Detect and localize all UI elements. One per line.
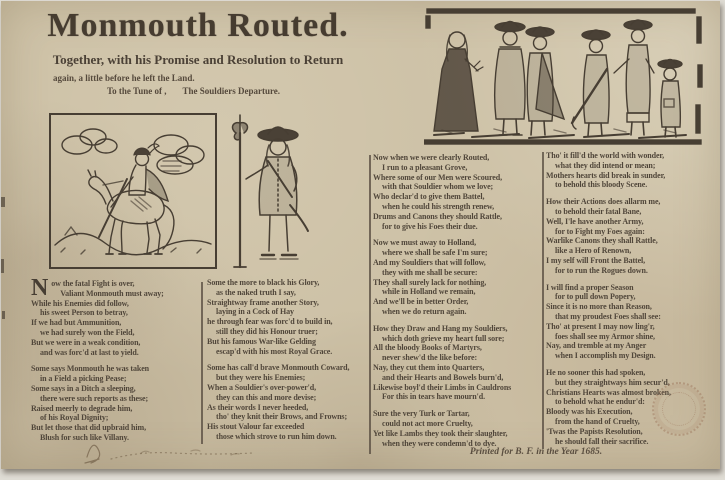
verse-line: Well, I'le have another Army, — [546, 216, 644, 226]
verse-stanza — [31, 275, 199, 357]
verse-stanza — [373, 409, 539, 448]
verse-line: when I accomplish my Design. — [555, 351, 656, 361]
verse-line: 'Twas the Papists Resolution, — [546, 426, 643, 436]
soldier-with-halberd-icon — [222, 109, 320, 277]
verse-line: And we'll be in better Order, — [373, 297, 469, 307]
column-divider-2 — [369, 155, 371, 454]
verse-line: and was forc'd at last to yield. — [40, 347, 139, 357]
verse-line: for to Fight my Foes again: — [555, 226, 645, 236]
verse-line: laying in a Cock of Hay — [216, 307, 294, 317]
verse-line: for to pull down Popery, — [555, 292, 636, 302]
verse-line: If we had but Ammunition, — [31, 318, 122, 328]
verse-line: Christians Hearts was almost broken, — [546, 387, 671, 397]
verse-line: they with me shall be secure: — [382, 267, 478, 277]
verse-line: foes shall see my Armor shine, — [555, 331, 655, 341]
edge-ink-speck — [2, 311, 5, 319]
verse-line: that my proudest Foes shall see: — [555, 311, 661, 321]
verse-line: His stout Valour far exceeded — [207, 422, 305, 432]
verse-stanza — [207, 278, 368, 356]
verse-line: Bloody was his Execution, — [546, 407, 633, 417]
verse-stanza — [546, 151, 716, 190]
verse-line: Some has call'd brave Monmouth Coward, — [207, 363, 350, 373]
verse-line: Now when we were clearly Routed, — [373, 153, 490, 162]
verse-line: but they straightways him secur'd, — [555, 377, 670, 387]
drop-cap-initial: N — [31, 275, 49, 301]
imprint-line: Printed for B. F. in the Year 1685. — [469, 447, 603, 457]
verse-stanza — [373, 324, 539, 402]
verse-line: Drums and Canons they should Rattle, — [373, 211, 502, 221]
horseman-icon — [51, 115, 215, 267]
verse-line: But his famous War-like Gelding — [207, 336, 316, 346]
verse-stanza — [373, 238, 539, 316]
verse-line: Valiant Monmouth must away; — [60, 288, 164, 298]
verse-column-3 — [373, 153, 539, 455]
verse-line: I my self will Front the Battel, — [546, 255, 646, 265]
verse-line: to behold this bloody Scene. — [555, 180, 648, 190]
verse-column-2 — [207, 278, 368, 449]
column-divider-3 — [542, 152, 544, 449]
horseman-woodcut — [49, 113, 217, 269]
verse-line: and their Hearts and Bowels burn'd, — [382, 372, 504, 382]
verse-line: those which strove to run him down. — [216, 431, 337, 441]
verse-line: But we were in a weak condition, — [31, 337, 141, 347]
soldier-woodcut — [222, 109, 320, 277]
verse-stanza — [373, 153, 539, 231]
verse-line: to behold their fatal Bane, — [555, 206, 642, 216]
verse-line: Some says Monmouth he was taken — [31, 364, 150, 374]
verse-line: when they were condemn'd to dye. — [382, 438, 497, 448]
verse-line: When a Souldier's over-power'd, — [207, 382, 317, 392]
verse-line: Raised meerly to degrade him, — [31, 403, 133, 413]
verse-line: Nay, and tremble at my Anger — [546, 341, 647, 351]
verse-line: tho' they knit their Brows, and Frowns; — [216, 412, 348, 422]
edge-ink-speck — [1, 197, 5, 207]
verse-line: could not act more Cruelty, — [382, 418, 473, 428]
subtitle-line-2: again, a little before he left the Land. — [53, 73, 195, 83]
embossed-stamp — [652, 382, 706, 436]
verse-line: which doth grieve my heart full sore; — [382, 333, 505, 343]
verse-line: How their Actions does allarm me, — [546, 197, 661, 207]
verse-line: but they were his Enemies; — [216, 373, 306, 383]
edge-ink-speck — [1, 259, 4, 273]
verse-line: Nay, they cut them into Quarters, — [373, 362, 485, 372]
verse-stanza — [546, 197, 716, 275]
subtitle-line-1: Together, with his Promise and Resolution to Return — [52, 52, 344, 67]
verse-line: How they Draw and Hang my Souldiers, — [373, 323, 508, 333]
verse-line: from the hand of Cruelty, — [555, 416, 640, 426]
verse-line: Since it is no more than Reason, — [546, 302, 652, 312]
verse-line: Tho' it fill'd the world with wonder, — [546, 151, 665, 160]
verse-line: They shall surely lack for nothing, — [373, 277, 487, 287]
verse-line: Who declar'd to give them Battel, — [373, 192, 485, 202]
verse-line: his sweet Person to betray, — [40, 308, 128, 318]
verse-line: He no sooner this had spoken, — [546, 367, 646, 377]
verse-line: when we do return again. — [382, 306, 467, 316]
verse-line: For this in tears have mourn'd. — [382, 392, 485, 402]
verse-line: we had surely won the Field, — [40, 327, 135, 337]
verse-line: I will find a proper Season — [546, 282, 634, 292]
broadside-paper — [1, 1, 720, 469]
handwritten-mark-icon — [71, 429, 271, 471]
verse-line: they can this and more devise; — [216, 392, 317, 402]
verse-line: still they did his Honour truer; — [216, 326, 318, 336]
page-title: Monmouth Routed. — [47, 7, 349, 44]
verse-line: he should fall their sacrifice. — [555, 436, 649, 446]
verse-line: Blush for such like Villany. — [40, 432, 129, 442]
verse-line: escap'd with his most Royal Grace. — [216, 346, 333, 356]
verse-line: But let those that did upbraid him, — [31, 423, 146, 433]
verse-line: Sure the very Turk or Tartar, — [373, 409, 470, 419]
verse-line: Yet like Lambs they took their slaughter, — [373, 428, 508, 438]
verse-line: Likewise boyl'd their Limbs in Cauldrons — [373, 382, 512, 392]
stamp-inner-ring — [662, 392, 696, 426]
verse-line: Where some of our Men were Scoured, — [373, 172, 502, 182]
tune-title: The Souldiers Departure. — [182, 86, 281, 96]
verse-stanza — [546, 283, 716, 361]
verse-line: while in Holland we remain, — [382, 287, 476, 297]
verse-line: as the naked truth I say, — [216, 287, 296, 297]
verse-line: Warlike Canons they shall Rattle, — [546, 236, 658, 246]
tune-line — [107, 86, 367, 96]
verse-line: And my Souldiers that will follow, — [373, 257, 486, 267]
verse-line: he through fear was forc'd to build in, — [207, 317, 333, 327]
verse-line: While his Enemies did follow, — [31, 298, 129, 308]
verse-line: in a Field a picking Pease; — [40, 374, 127, 384]
verse-line: of his Royal Dignity; — [40, 413, 109, 423]
verse-line: All the bloody Books of Martyrs, — [373, 343, 482, 353]
group-woodcut — [424, 7, 706, 148]
verse-line: Now we must away to Holland, — [373, 238, 476, 248]
title-block — [29, 7, 367, 96]
verse-line: Some the more to black his Glory, — [207, 278, 320, 287]
tune-prefix: To the Tune of , — [107, 86, 167, 96]
verse-line: for to run the Rogues down. — [555, 265, 648, 275]
verse-line: what they did intend or mean; — [555, 160, 656, 170]
verse-line: As their words I never heeded, — [207, 402, 309, 412]
verse-line: never shew'd the like before: — [382, 353, 478, 363]
verse-line: where we shall be safe I'm sure; — [382, 248, 488, 258]
verse-line: Mothers hearts did break in sunder, — [546, 170, 666, 180]
verse-line: there were such reports as these; — [40, 393, 149, 403]
verse-line: for to give his Foes their due. — [382, 221, 478, 231]
verse-line: with that Souldier whom we love; — [382, 182, 494, 192]
verse-line: like a Hero of Renown, — [555, 246, 632, 256]
verse-line: Straightway frame another Story, — [207, 297, 319, 307]
verse-line: I run to a pleasant Grove, — [382, 162, 468, 172]
column-divider-1 — [201, 282, 203, 444]
verse-line: Tho' at present I may now ling'r, — [546, 321, 655, 331]
verse-line: ow the fatal Fight is over, — [51, 279, 135, 288]
group-of-figures-icon — [424, 7, 706, 148]
verse-line: Some says in a Ditch a sleeping, — [31, 383, 136, 393]
verse-line: to behold what he endur'd: — [555, 397, 645, 407]
verse-column-1 — [31, 275, 199, 450]
verse-line: when he could his strength renew, — [382, 201, 494, 211]
